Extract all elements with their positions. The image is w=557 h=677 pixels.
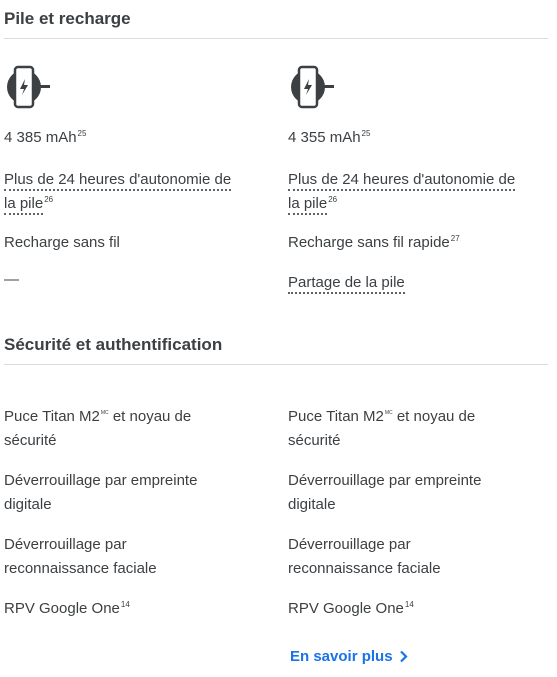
fingerprint-line-2: digitale bbox=[4, 496, 52, 513]
face-line-2: reconnaissance faciale bbox=[288, 560, 441, 577]
battery-capacity-left bbox=[4, 126, 272, 150]
face-unlock-left bbox=[4, 533, 272, 581]
autonomy-line-1[interactable]: Plus de 24 heures d'autonomie de bbox=[288, 171, 515, 191]
learn-more-label[interactable]: En savoir plus bbox=[290, 648, 393, 665]
battery-divider bbox=[4, 38, 548, 39]
battery-autonomy-right[interactable] bbox=[288, 168, 556, 216]
titan-chip-left bbox=[4, 405, 272, 453]
titan-chip-right bbox=[288, 405, 556, 453]
footnote-ref[interactable]: 25 bbox=[77, 129, 87, 138]
vpn-left bbox=[4, 597, 272, 621]
chip-name-rest: et noyau de bbox=[392, 408, 476, 425]
fingerprint-left bbox=[4, 469, 272, 517]
battery-section-title: Pile et recharge bbox=[4, 9, 131, 28]
wireless-charging-icon bbox=[4, 62, 52, 112]
battery-share-left: — bbox=[4, 271, 19, 288]
face-line-1: Déverrouillage par bbox=[288, 536, 411, 553]
battery-capacity-right bbox=[288, 126, 556, 150]
chip-name: Puce Titan M2 bbox=[288, 408, 384, 425]
charging-left: Recharge sans fil bbox=[4, 234, 120, 251]
footnote-ref[interactable]: 25 bbox=[361, 129, 371, 138]
vpn-label: RPV Google One bbox=[4, 600, 120, 617]
security-divider bbox=[4, 364, 548, 365]
trademark-mark: MC bbox=[384, 410, 393, 416]
wireless-charging-icon bbox=[288, 62, 336, 112]
footnote-ref[interactable]: 27 bbox=[450, 234, 460, 243]
chevron-right-icon bbox=[399, 650, 408, 663]
autonomy-line-2[interactable]: la pile bbox=[4, 195, 43, 215]
capacity-value: 4 385 mAh bbox=[4, 129, 77, 146]
battery-autonomy-left[interactable] bbox=[4, 168, 272, 216]
footnote-ref[interactable]: 26 bbox=[328, 195, 338, 204]
face-line-1: Déverrouillage par bbox=[4, 536, 127, 553]
trademark-mark: MC bbox=[100, 410, 109, 416]
footnote-ref[interactable]: 14 bbox=[120, 600, 130, 609]
fingerprint-right bbox=[288, 469, 556, 517]
security-section-title: Sécurité et authentification bbox=[4, 335, 223, 354]
vpn-right bbox=[288, 597, 556, 621]
charging-right bbox=[288, 231, 556, 255]
battery-share-link[interactable]: Partage de la pile bbox=[288, 274, 405, 294]
learn-more-link[interactable] bbox=[290, 648, 408, 665]
chip-name-line-2: sécurité bbox=[4, 432, 57, 449]
autonomy-line-1[interactable]: Plus de 24 heures d'autonomie de bbox=[4, 171, 231, 191]
vpn-label: RPV Google One bbox=[288, 600, 404, 617]
footnote-ref[interactable]: 14 bbox=[404, 600, 414, 609]
fingerprint-line-2: digitale bbox=[288, 496, 336, 513]
battery-share-right[interactable] bbox=[288, 271, 556, 295]
face-unlock-right bbox=[288, 533, 556, 581]
charging-label: Recharge sans fil rapide bbox=[288, 234, 450, 251]
footnote-ref[interactable]: 26 bbox=[44, 195, 54, 204]
fingerprint-line-1: Déverrouillage par empreinte bbox=[4, 472, 198, 489]
chip-name-rest: et noyau de bbox=[108, 408, 192, 425]
capacity-value: 4 355 mAh bbox=[288, 129, 361, 146]
chip-name-line-2: sécurité bbox=[288, 432, 341, 449]
face-line-2: reconnaissance faciale bbox=[4, 560, 157, 577]
fingerprint-line-1: Déverrouillage par empreinte bbox=[288, 472, 482, 489]
chip-name: Puce Titan M2 bbox=[4, 408, 100, 425]
autonomy-line-2[interactable]: la pile bbox=[288, 195, 327, 215]
